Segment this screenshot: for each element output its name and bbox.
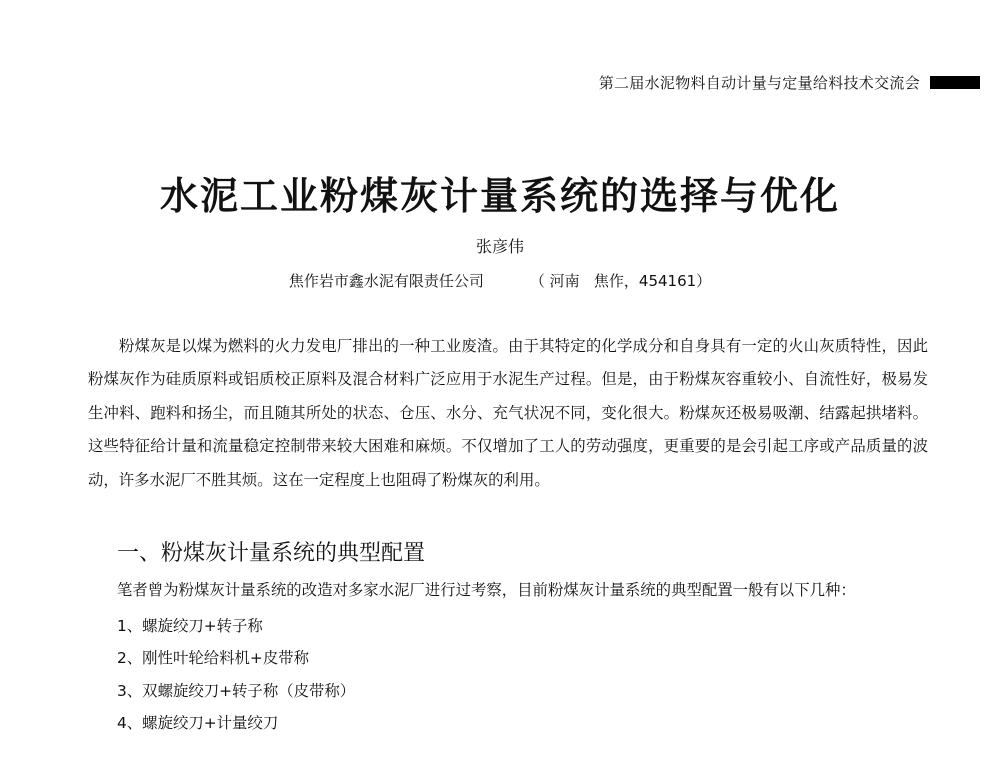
- affiliation-location: （ 河南 焦作，454161）: [529, 272, 712, 290]
- running-header-text: 第二届水泥物料自动计量与定量给料技术交流会: [598, 74, 920, 92]
- paper-title: 水泥工业粉煤灰计量系统的选择与优化: [159, 174, 840, 219]
- author-name: 张彦伟: [475, 237, 524, 256]
- affiliation-organization: 焦作岩市鑫水泥有限责任公司: [288, 272, 484, 290]
- section-intro: 笔者曾为粉煤灰计量系统的改造对多家水泥厂进行过考察，目前粉煤灰计量系统的典型配置一般有以下几种：: [117, 581, 856, 599]
- list-item: 1、螺旋绞刀+转子称: [117, 617, 263, 635]
- running-header: [599, 72, 980, 93]
- abstract-paragraph: 粉煤灰是以煤为燃料的火力发电厂排出的一种工业废渣。由于其特定的化学成分和自身具有一定的火山灰质特性，因此粉煤灰作为硅质原料或铝质校正原料及混合材料广泛应用于水泥生产过程。但是，由于粉煤灰容重较小、自流性好，极易发生冲料、跑料和扬尘，而且随其所处的状态、仓压、水分、充气状况不同，变化很大。粉煤灰还极易吸潮、结露起拱堵料。这些特征给计量和流量稳定控制带来较大困难和麻烦。不仅增加了工人的劳动强度，更重要的是会引起工序或产品质量的波动，许多水泥厂不胜其烦。这在一定程度上也阻碍了粉煤灰的利用。: [88, 337, 928, 489]
- section-heading: 一、粉煤灰计量系统的典型配置: [117, 541, 426, 566]
- list-item: 2、刚性叶轮给料机+皮带称: [117, 649, 309, 668]
- list-item: 3、双螺旋绞刀+转子称（皮带称）: [117, 681, 356, 700]
- configuration-list: [117, 610, 355, 739]
- redaction-block: [930, 76, 980, 89]
- affiliation-line: [0, 270, 1000, 291]
- list-item: 4、螺旋绞刀+计量绞刀: [117, 713, 279, 732]
